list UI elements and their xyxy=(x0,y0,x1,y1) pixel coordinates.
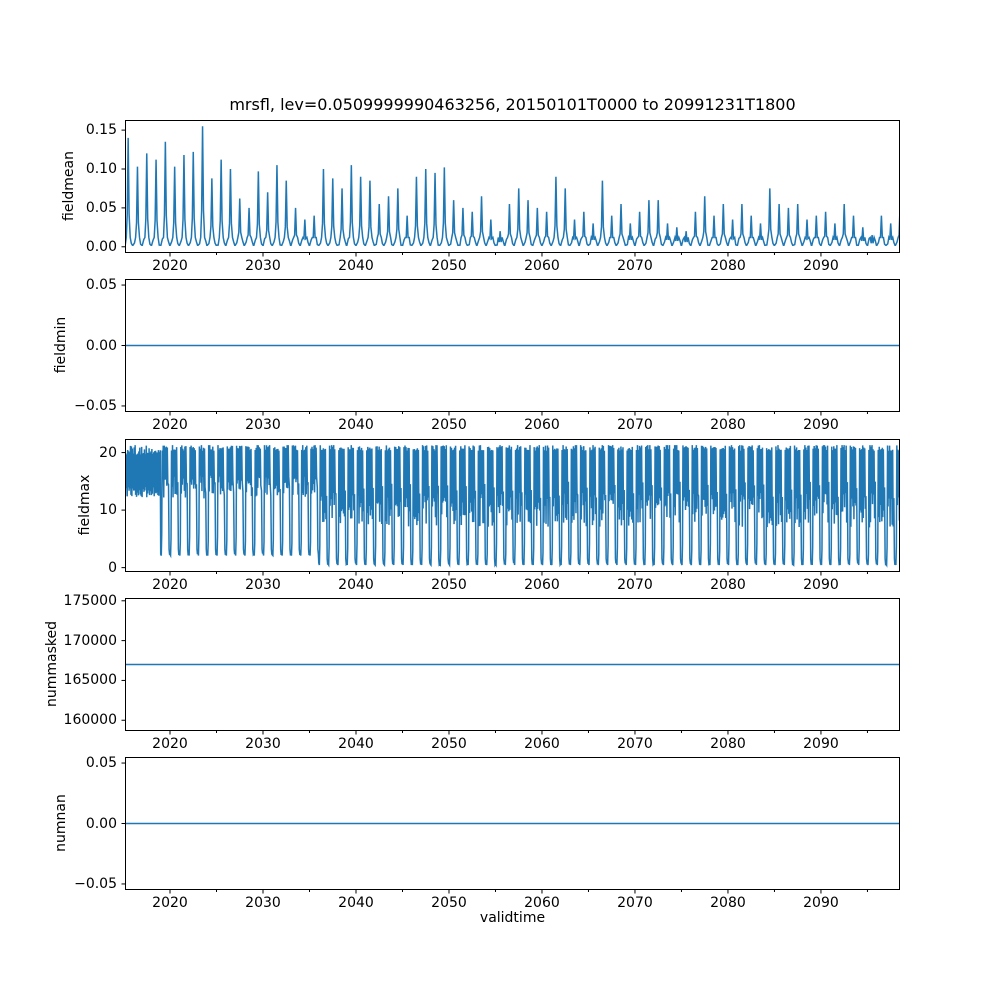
x-tick-label: 2090 xyxy=(803,258,839,274)
y-tick-label: 160000 xyxy=(63,712,117,729)
numnan-plot xyxy=(125,757,900,890)
x-tick-label: 2080 xyxy=(710,577,746,593)
y-tick-label: 10 xyxy=(99,502,117,519)
y-tick-label: 0.00 xyxy=(85,238,117,255)
x-tick-label: 2060 xyxy=(524,258,560,274)
x-axis-label: validtime xyxy=(479,910,546,926)
x-tick-label: 2020 xyxy=(152,895,188,911)
y-tick-label: 165000 xyxy=(63,672,117,689)
x-tick-label: 2080 xyxy=(710,895,746,911)
x-tick-label: 2080 xyxy=(710,736,746,752)
x-tick-label: 2020 xyxy=(152,258,188,274)
x-tick-label: 2030 xyxy=(245,577,281,593)
x-tick-label: 2050 xyxy=(431,736,467,752)
y-tick-label: 0.05 xyxy=(85,277,117,294)
x-tick-label: 2090 xyxy=(803,736,839,752)
y-tick-label: 0.15 xyxy=(85,122,117,139)
x-tick-label: 2020 xyxy=(152,736,188,752)
x-tick-label: 2060 xyxy=(524,736,560,752)
fieldmax-series-line xyxy=(124,445,914,565)
x-tick-label: 2060 xyxy=(524,417,560,433)
x-tick-label: 2030 xyxy=(245,736,281,752)
fieldmean-plot xyxy=(125,120,900,253)
y-tick-label: 0.05 xyxy=(85,199,117,216)
y-tick-label: 0.10 xyxy=(85,161,117,177)
numnan-y-axis-label: numnan xyxy=(52,794,69,852)
x-tick-label: 2040 xyxy=(338,258,374,274)
y-tick-label: 0.00 xyxy=(85,337,117,354)
y-tick-label: 170000 xyxy=(63,632,117,649)
x-tick-label: 2070 xyxy=(617,895,653,911)
x-tick-label: 2060 xyxy=(524,895,560,911)
fieldmean-series-line xyxy=(124,126,914,245)
x-tick-label: 2040 xyxy=(338,895,374,911)
x-tick-label: 2090 xyxy=(803,895,839,911)
subplot-fieldmin xyxy=(52,277,900,433)
y-tick-label: −0.05 xyxy=(74,397,117,414)
x-tick-label: 2030 xyxy=(245,895,281,911)
x-tick-label: 2070 xyxy=(617,577,653,593)
fieldmax-y-axis-label: fieldmax xyxy=(76,474,93,536)
y-tick-label: −0.05 xyxy=(74,875,117,892)
fieldmax-plot xyxy=(125,439,900,572)
subplot-nummasked xyxy=(44,592,900,752)
x-tick-label: 2050 xyxy=(431,258,467,274)
x-tick-label: 2060 xyxy=(524,577,560,593)
y-tick-label: 0 xyxy=(108,559,117,576)
x-tick-label: 2050 xyxy=(431,417,467,433)
fieldmean-y-axis-label: fieldmean xyxy=(60,151,77,221)
fieldmin-y-axis-label: fieldmin xyxy=(52,316,69,374)
y-tick-label: 0.00 xyxy=(85,815,117,832)
nummasked-y-axis-label: nummasked xyxy=(44,620,61,708)
x-tick-label: 2070 xyxy=(617,417,653,433)
x-tick-label: 2090 xyxy=(803,417,839,433)
y-tick-label: 175000 xyxy=(63,592,117,609)
x-tick-label: 2070 xyxy=(617,258,653,274)
x-tick-label: 2040 xyxy=(338,417,374,433)
y-tick-label: 20 xyxy=(99,444,117,461)
x-tick-label: 2040 xyxy=(338,736,374,752)
x-tick-label: 2030 xyxy=(245,258,281,274)
subplot-numnan xyxy=(52,755,900,911)
x-tick-label: 2050 xyxy=(431,577,467,593)
x-tick-label: 2070 xyxy=(617,736,653,752)
nummasked-plot xyxy=(125,598,900,731)
x-tick-label: 2030 xyxy=(245,417,281,433)
x-tick-label: 2080 xyxy=(710,258,746,274)
axes-frame xyxy=(126,121,900,253)
x-tick-label: 2050 xyxy=(431,895,467,911)
x-tick-label: 2020 xyxy=(152,417,188,433)
chart-title: mrsfl, lev=0.0509999990463256, 20150101T0000 to 20991231T1800 xyxy=(229,95,796,114)
subplot-fieldmean xyxy=(60,120,900,274)
subplot-fieldmax xyxy=(76,439,900,593)
x-tick-label: 2080 xyxy=(710,417,746,433)
fieldmin-plot xyxy=(125,279,900,412)
y-tick-label: 0.05 xyxy=(85,755,117,772)
x-tick-label: 2090 xyxy=(803,577,839,593)
x-tick-label: 2020 xyxy=(152,577,188,593)
x-tick-label: 2040 xyxy=(338,577,374,593)
